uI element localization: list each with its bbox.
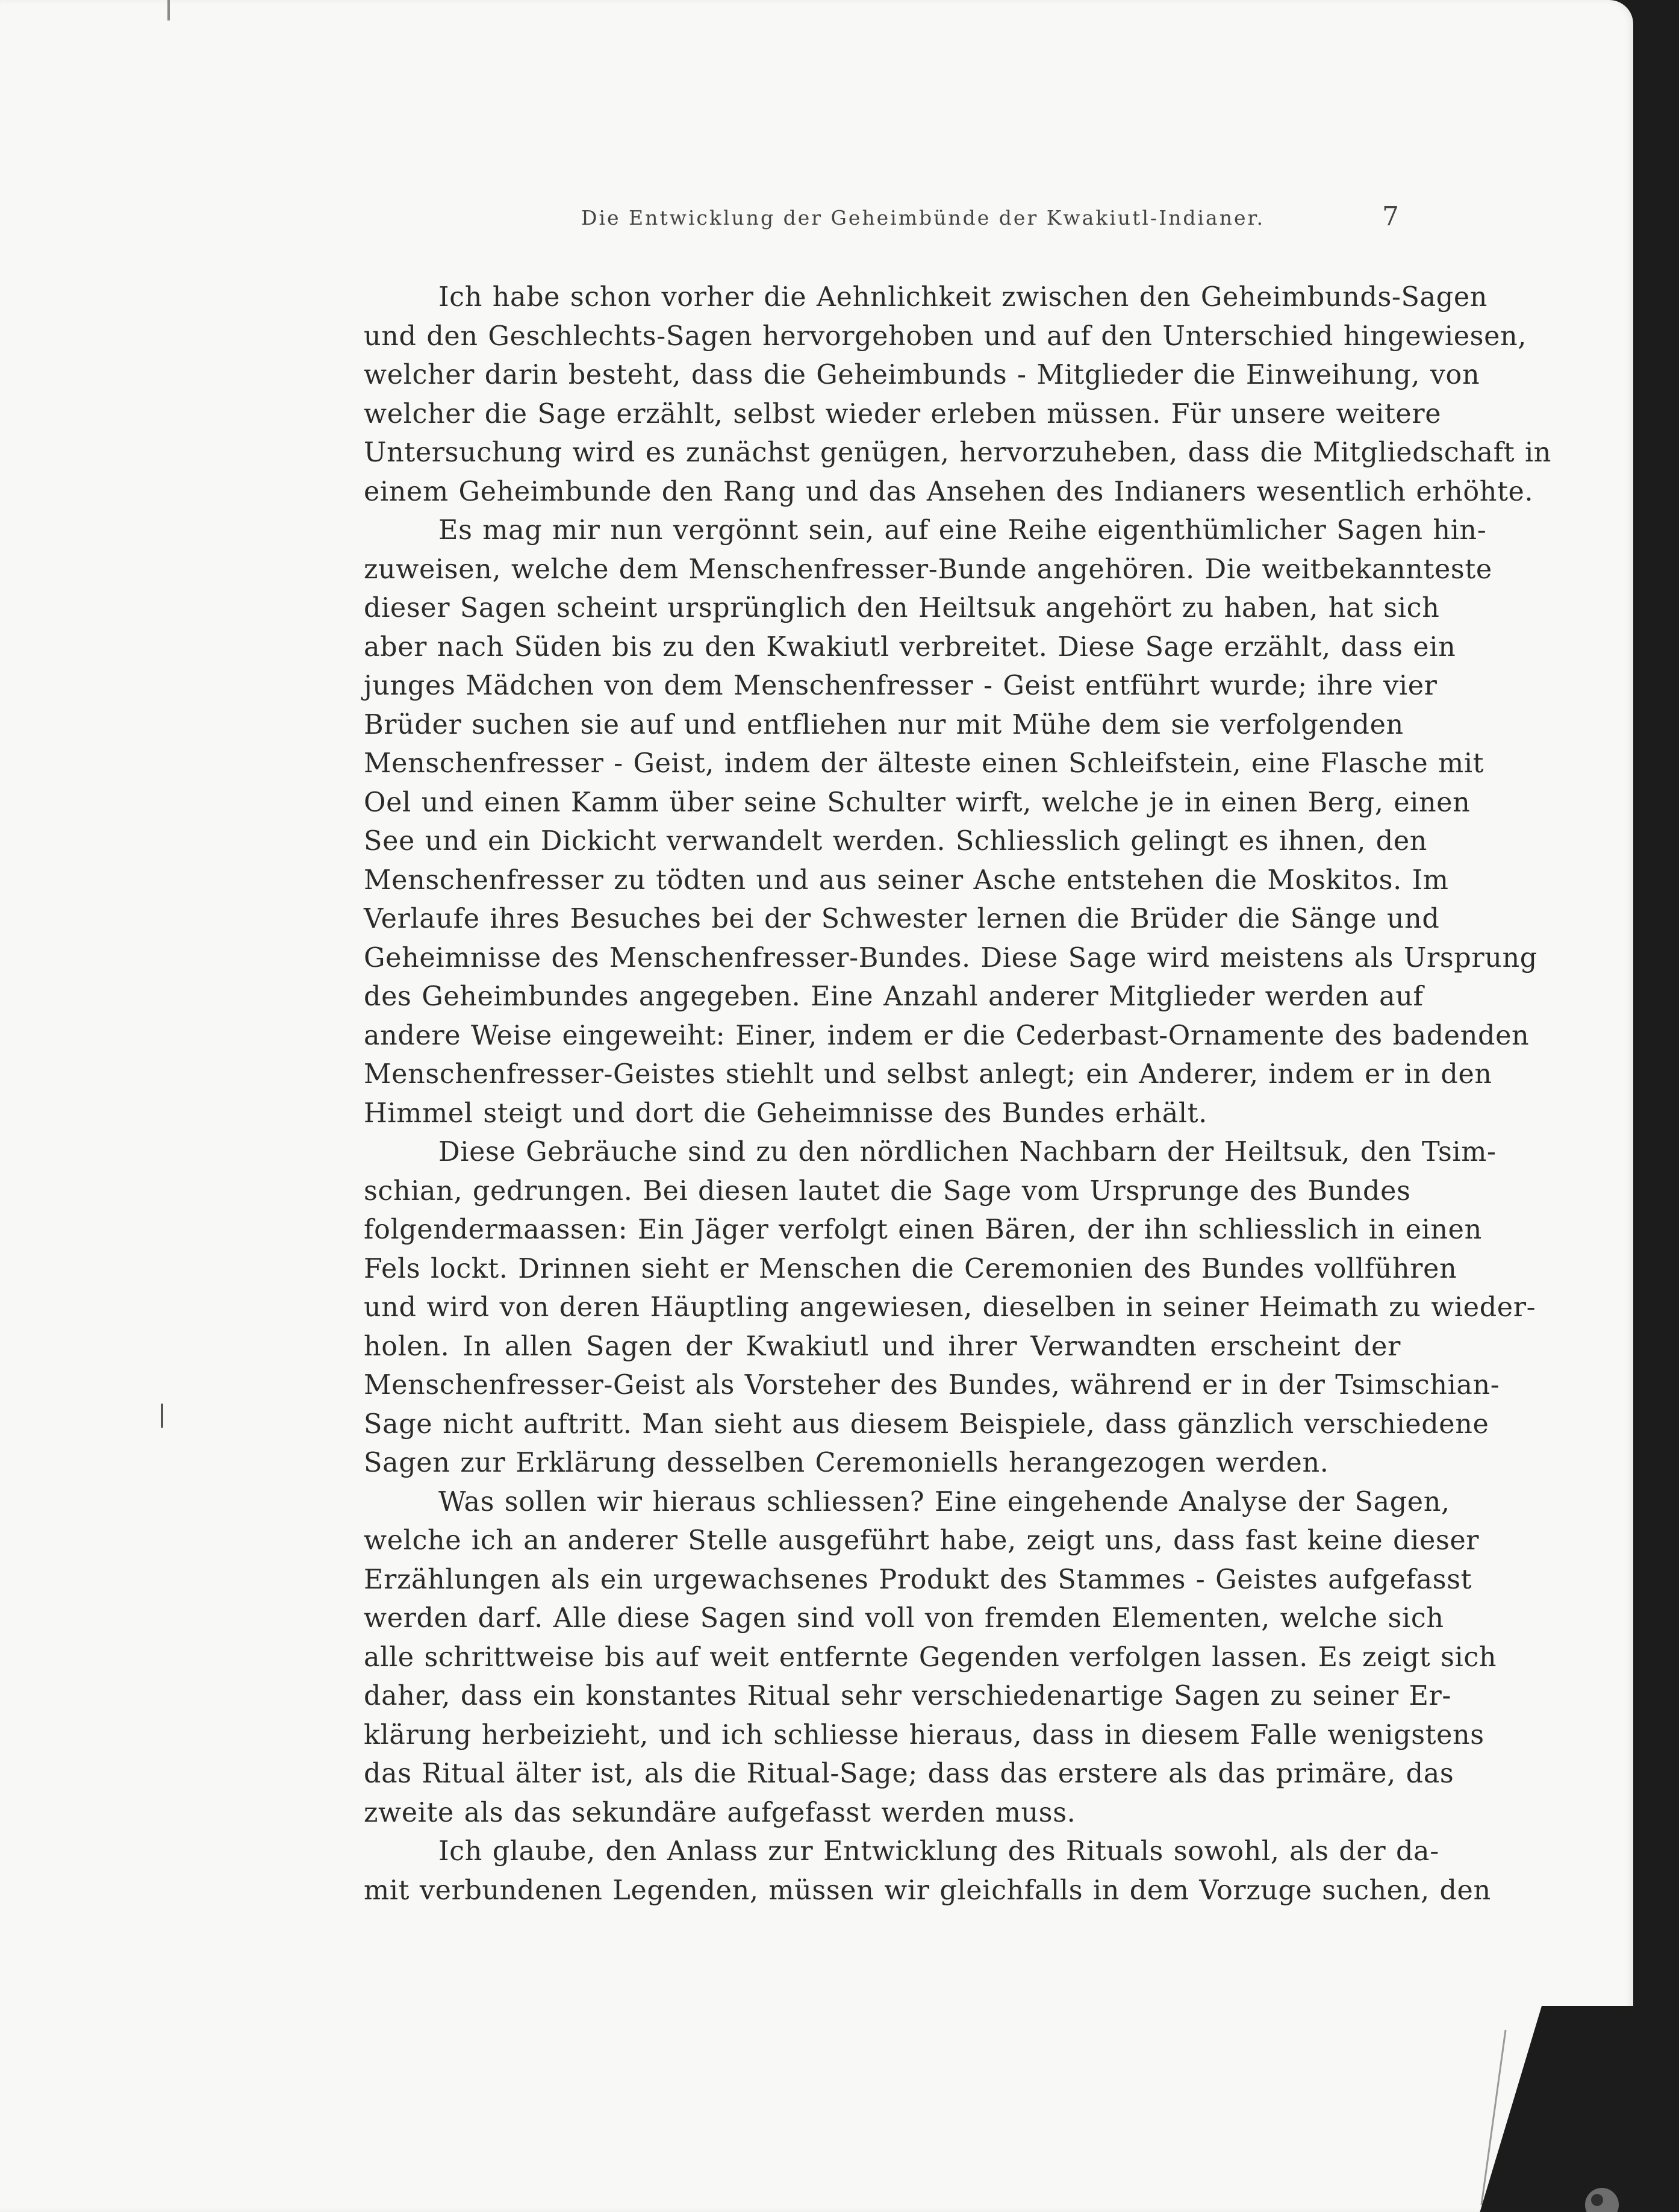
text-line: Diese Gebräuche sind zu den nördlichen Nachbarn der Heiltsuk, den Tsim- [438,1137,1497,1167]
text-line: welcher die Sage erzählt, selbst wieder erleben müssen. Für unsere weitere [364,398,1442,430]
text-line: Menschenfresser - Geist, indem der älteste einen Schleifstein, eine Flasche mit [364,748,1484,779]
text-line: Verlaufe ihres Besuches bei der Schwester lernen die Brüder die Sänge und [364,904,1440,934]
text-line: Menschenfresser-Geistes stiehlt und selbst anlegt; ein Anderer, indem er in den [364,1059,1492,1090]
text-line: Es mag mir nun vergönnt sein, auf eine Reihe eigenthümlicher Sagen hin- [438,515,1487,546]
text-line: Himmel steigt und dort die Geheimnisse des Bundes erhält. [364,1098,1207,1129]
text-line: Ich glaube, den Anlass zur Entwicklung des Rituals sowohl, als der da- [438,1836,1439,1867]
text-line: Brüder suchen sie auf und entfliehen nur mit Mühe dem sie verfolgenden [364,709,1404,740]
text-line: folgendermaassen: Ein Jäger verfolgt einen Bären, der ihn schliesslich in einen [364,1214,1482,1245]
text-line: werden darf. Alle diese Sagen sind voll von fremden Elementen, welche sich [364,1603,1444,1634]
page-curl [1469,2006,1679,2212]
text-line: Sage nicht auftritt. Man sieht aus diesem Beispiele, dass gänzlich verschiedene [364,1408,1489,1440]
text-line: schian, gedrungen. Bei diesen lautet die Sage vom Ursprunge des Bundes [364,1175,1411,1207]
text-line: andere Weise eingeweiht: Einer, indem er die Cederbast-Ornamente des badenden [364,1020,1530,1051]
text-line: und den Geschlechts-Sagen hervorgehoben und auf den Unterschied hingewiesen, [364,320,1527,352]
page-number: 7 [1382,201,1399,232]
text-line: und wird von deren Häuptling angewiesen, dieselben in seiner Heimath zu wieder- [364,1292,1536,1323]
text-line: junges Mädchen von dem Menschenfresser - Geist entführt wurde; ihre vier [364,670,1438,701]
text-line: daher, dass ein konstantes Ritual sehr verschiedenartige Sagen zu seiner Er- [364,1681,1452,1711]
text-line: alle schrittweise bis auf weit entfernte Gegenden verfolgen lassen. Es zeigt sich [364,1642,1497,1673]
text-line: See und ein Dickicht verwandelt werden. Schliesslich gelingt es ihnen, den [364,826,1428,857]
text-line: Ich habe schon vorher die Aehnlichkeit zwischen den Geheimbunds-Sagen [438,282,1488,313]
text-line: zweite als das sekundäre aufgefasst werden muss. [364,1797,1076,1828]
body-text [364,278,1552,1910]
text-line: Erzählungen als ein urgewachsenes Produkt des Stammes - Geistes aufgefasst [364,1564,1472,1595]
scan-edge-mark [167,0,170,20]
text-line: Menschenfresser-Geist als Vorsteher des Bundes, während er in der Tsimschian- [364,1370,1500,1401]
text-line: einem Geheimbunde den Rang und das Ansehen des Indianers wesentlich erhöhte. [364,476,1534,507]
text-line: welche ich an anderer Stelle ausgeführt habe, zeigt uns, dass fast keine dieser [364,1525,1480,1556]
text-line: das Ritual älter ist, als die Ritual-Sage; dass das erstere als das primäre, das [364,1758,1454,1789]
text-line: Sagen zur Erklärung desselben Ceremoniells herangezogen werden. [364,1448,1329,1478]
running-title: Die Entwicklung der Geheimbünde der Kwakiutl-Indianer. [581,206,1265,230]
text-line: mit verbundenen Legenden, müssen wir gleichfalls in dem Vorzuge suchen, den [364,1875,1491,1906]
text-line: aber nach Süden bis zu den Kwakiutl verbreitet. Diese Sage erzählt, dass ein [364,631,1456,663]
text-line: holen. In allen Sagen der Kwakiutl und ihrer Verwandten erscheint der [364,1331,1401,1362]
text-line: Was sollen wir hieraus schliessen? Eine eingehende Analyse der Sagen, [438,1486,1450,1517]
text-line: Untersuchung wird es zunächst genügen, hervorzuheben, dass die Mitgliedschaft in [364,437,1552,468]
text-line: Oel und einen Kamm über seine Schulter wirft, welche je in einen Berg, einen [364,787,1471,818]
text-line: dieser Sagen scheint ursprünglich den Heiltsuk angehört zu haben, hat sich [364,593,1440,623]
text-line: Fels lockt. Drinnen sieht er Menschen die Ceremonien des Bundes vollführen [364,1253,1457,1284]
text-line: Menschenfresser zu tödten und aus seiner Asche entstehen die Moskitos. Im [364,864,1449,896]
margin-mark [161,1404,163,1428]
text-line: zuweisen, welche dem Menschenfresser-Bunde angehören. Die weitbekannteste [364,554,1492,585]
text-line: klärung herbeizieht, und ich schliesse hieraus, dass in diesem Falle wenigstens [364,1719,1484,1751]
text-line: Geheimnisse des Menschenfresser-Bundes. Diese Sage wird meistens als Ursprung [364,942,1537,973]
text-line: des Geheimbundes angegeben. Eine Anzahl anderer Mitglieder werden auf [364,981,1424,1012]
text-line: welcher darin besteht, dass die Geheimbunds - Mitglieder die Einweihung, von [364,360,1480,390]
